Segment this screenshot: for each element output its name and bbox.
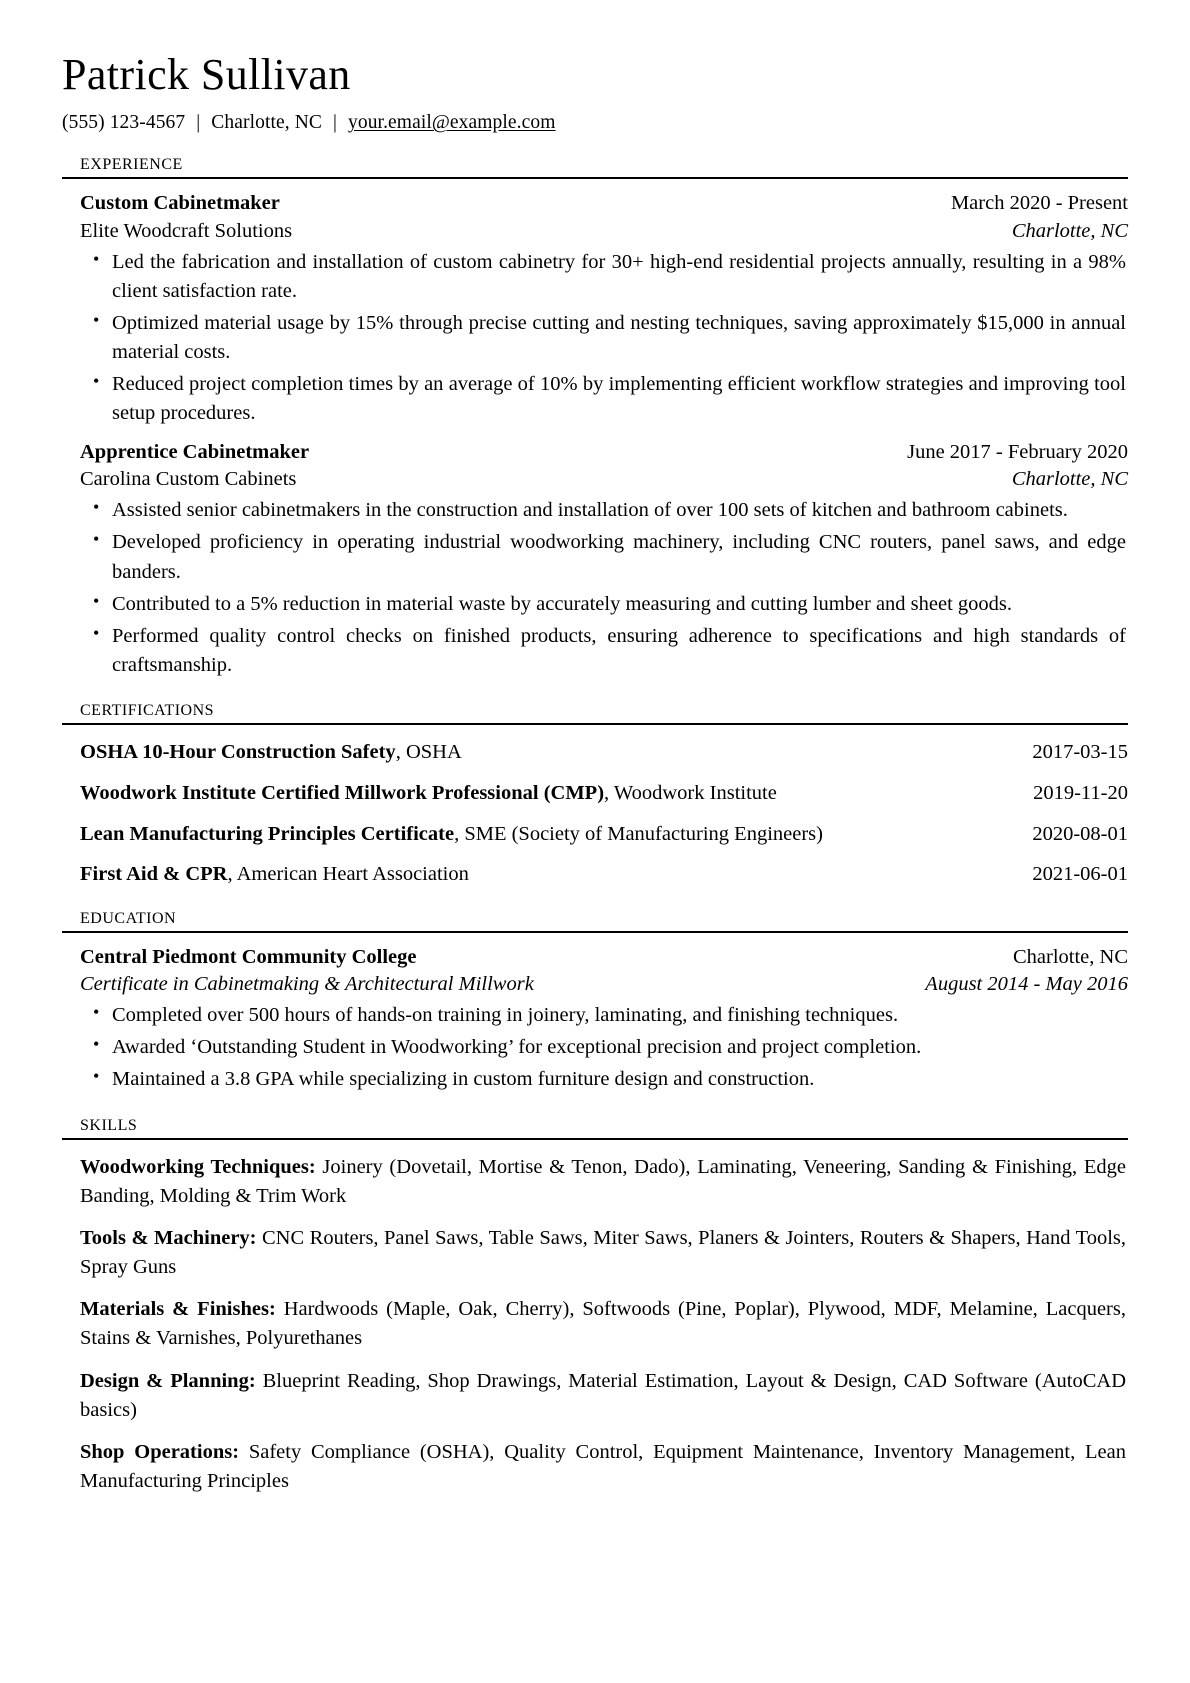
certification-text: [80, 780, 777, 807]
section-heading-skills: skills: [80, 1109, 138, 1135]
certification-date: 2021-06-01: [1032, 863, 1128, 886]
skill-row: [62, 1224, 1128, 1282]
education-school-row: [80, 944, 1128, 971]
skill-category: Shop Operations:: [80, 1440, 249, 1463]
certification-row: [62, 739, 1128, 766]
skill-items: CNC Routers, Panel Saws, Table Saws, Miter Saws, Planers & Jointers, Routers & Shapers, Hand Tools, Spray Guns: [80, 1227, 1126, 1279]
skill-items: Safety Compliance (OSHA), Quality Control, Equipment Maintenance, Inventory Management, Lean Manufacturing Principles: [80, 1440, 1127, 1492]
bullet-item: • Performed quality control checks on finished products, ensuring adherence to specifications and high standards of craftsmanship.: [80, 622, 1128, 680]
experience-company-row: [80, 466, 1128, 493]
certification-issuer: OSHA: [405, 741, 462, 764]
certification-name: Woodwork Institute Certified Millwork Professional (CMP): [80, 781, 605, 804]
skill-items: Hardwoods (Maple, Oak, Cherry), Softwoods (Pine, Poplar), Plywood, MDF, Melamine, Lacquers, Stains & Varnishes, Polyurethanes: [80, 1298, 1126, 1350]
certification-text: [80, 821, 823, 848]
certification-issuer: SME (Society of Manufacturing Engineers): [464, 822, 823, 845]
section-rule: [62, 931, 1128, 933]
contact-separator: |: [196, 112, 201, 134]
education-bullets: [80, 1001, 1128, 1094]
job-dates: March 2020 - Present: [950, 192, 1128, 215]
school-name: Central Piedmont Community College: [80, 946, 417, 969]
education-dates: August 2014 - May 2016: [925, 973, 1128, 996]
skill-category: Woodworking Techniques:: [80, 1155, 323, 1178]
email-link[interactable]: your.email@example.com: [348, 112, 556, 134]
job-title: Apprentice Cabinetmaker: [80, 441, 310, 464]
bullet-item: • Developed proficiency in operating industrial woodworking machinery, including CNC routers, panel saws, and edge banders.: [80, 528, 1128, 586]
skill-items: Joinery (Dovetail, Mortise & Tenon, Dado), Laminating, Veneering, Sanding & Finishing, Edge Banding, Molding & Trim Work: [80, 1155, 1126, 1207]
section-heading-certifications: certifications: [80, 694, 215, 720]
experience-section: [62, 149, 1128, 680]
bullet-item: • Contributed to a 5% reduction in material waste by accurately measuring and cutting lumber and sheet goods.: [80, 590, 1128, 619]
certification-date: 2019-11-20: [1033, 781, 1128, 804]
skill-category: Materials & Finishes:: [80, 1298, 284, 1321]
job-dates: June 2017 - February 2020: [907, 441, 1128, 464]
skill-row: [62, 1295, 1128, 1353]
job-location: Charlotte, NC: [1011, 468, 1128, 491]
section-rule: [62, 723, 1128, 725]
certification-date: 2017-03-15: [1032, 741, 1128, 764]
section-heading-education: education: [80, 902, 177, 928]
certifications-section: [62, 695, 1128, 888]
contact-line: [62, 112, 1128, 134]
job-title: Custom Cabinetmaker: [80, 192, 280, 215]
job-location: Charlotte, NC: [1011, 219, 1128, 242]
degree-name: Certificate in Cabinetmaking & Architectural Millwork: [80, 973, 534, 996]
education-section: [62, 903, 1128, 1095]
bullet-item: • Led the fabrication and installation of custom cabinetry for 30+ high-end residential projects annually, resulting in a 98% client satisfaction rate.: [80, 248, 1128, 306]
experience-entry: [62, 190, 1128, 428]
experience-company-row: [80, 218, 1128, 245]
bullet-item: • Awarded ‘Outstanding Student in Woodworking’ for exceptional precision and project completion.: [80, 1033, 1128, 1062]
experience-title-row: [80, 439, 1128, 466]
skill-row: [62, 1438, 1128, 1496]
experience-title-row: [80, 190, 1128, 217]
education-entry: [62, 944, 1128, 1094]
certification-comma: ,: [604, 781, 614, 804]
experience-entry: [62, 439, 1128, 680]
certification-text: [80, 861, 469, 888]
certification-row: [62, 861, 1128, 888]
section-heading-experience: experience: [80, 149, 183, 175]
section-rule: [62, 1138, 1128, 1140]
experience-bullets: [80, 496, 1128, 680]
skill-category: Design & Planning:: [80, 1369, 263, 1392]
bullet-item: • Reduced project completion times by an average of 10% by implementing efficient workflow strategies and improving tool setup procedures.: [80, 370, 1128, 428]
certification-name: Lean Manufacturing Principles Certificate: [80, 822, 455, 845]
certification-issuer: American Heart Association: [236, 863, 469, 886]
skill-row: [62, 1153, 1128, 1211]
skill-row: [62, 1367, 1128, 1425]
company-name: Elite Woodcraft Solutions: [80, 219, 293, 242]
skills-section: [62, 1110, 1128, 1496]
candidate-name: Patrick Sullivan: [62, 50, 351, 99]
bullet-item: • Maintained a 3.8 GPA while specializing in custom furniture design and construction.: [80, 1065, 1128, 1094]
location-text: Charlotte, NC: [211, 112, 322, 134]
experience-bullets: [80, 248, 1128, 429]
certification-comma: ,: [227, 863, 237, 886]
skill-category: Tools & Machinery:: [80, 1227, 262, 1250]
contact-separator: |: [332, 112, 337, 134]
bullet-item: • Optimized material usage by 15% through precise cutting and nesting techniques, saving approximately $15,000 in annual material costs.: [80, 309, 1128, 367]
resume-header: [62, 52, 1128, 134]
bullet-item: • Assisted senior cabinetmakers in the construction and installation of over 100 sets of kitchen and bathroom cabinets.: [80, 496, 1128, 525]
company-name: Carolina Custom Cabinets: [80, 468, 297, 491]
skill-items: Blueprint Reading, Shop Drawings, Material Estimation, Layout & Design, CAD Software (AutoCAD basics): [80, 1369, 1127, 1421]
school-location: Charlotte, NC: [1012, 946, 1128, 969]
section-rule: [62, 177, 1128, 179]
certification-comma: ,: [454, 822, 465, 845]
certification-text: [80, 739, 462, 766]
certification-row: [62, 780, 1128, 807]
certification-row: [62, 821, 1128, 848]
certification-date: 2020-08-01: [1032, 822, 1128, 845]
certification-issuer: Woodwork Institute: [613, 781, 777, 804]
education-degree-row: [80, 971, 1128, 998]
certification-name: First Aid & CPR: [80, 863, 228, 886]
phone-number: (555) 123-4567: [62, 112, 186, 134]
bullet-item: • Completed over 500 hours of hands-on training in joinery, laminating, and finishing techniques.: [80, 1001, 1128, 1030]
certification-comma: ,: [395, 741, 406, 764]
certification-name: OSHA 10-Hour Construction Safety: [80, 741, 396, 764]
